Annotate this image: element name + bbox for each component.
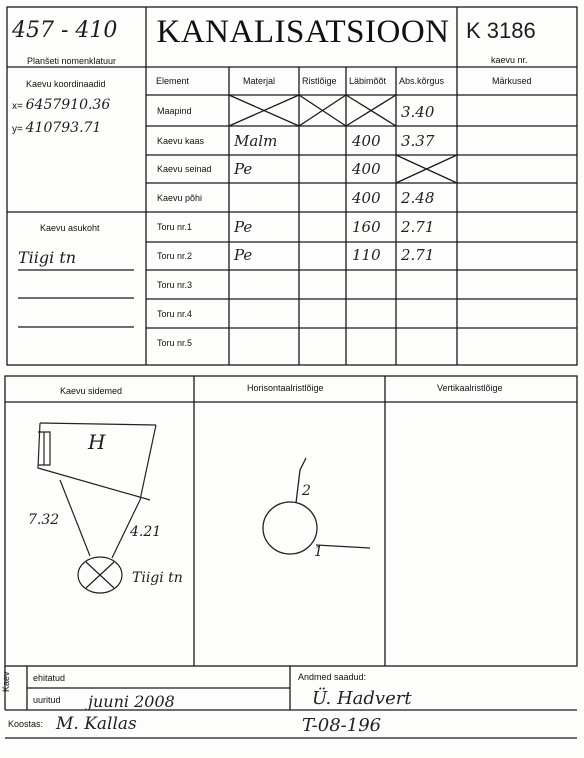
row-height: 3.40 [401, 103, 435, 121]
row-element: Kaevu kaas [157, 136, 205, 146]
row-diameter: 110 [352, 246, 381, 264]
street-label: Tiigi tn [132, 570, 183, 586]
location-value: Tiigi tn [18, 248, 77, 267]
row-element: Maapind [157, 106, 192, 116]
y-value: 410793.71 [25, 120, 102, 136]
x-prefix: x= [12, 101, 23, 112]
measured-label: uuritud [33, 695, 61, 705]
row-material: Pe [234, 160, 253, 178]
data-received-value: Ü. Hadvert [312, 688, 412, 709]
sheet-label: Planšeti nomenklatuur [27, 56, 117, 66]
row-element: Kaevu seinad [157, 164, 212, 174]
author-value: M. Kallas [56, 714, 137, 734]
x-coordinate [12, 97, 110, 113]
location-heading: Kaevu asukoht [40, 223, 100, 233]
coordinates-heading: Kaevu koordinaadid [26, 79, 106, 89]
row-material: Malm [234, 132, 278, 150]
y-prefix: y= [12, 124, 23, 135]
document-number: T-08-196 [302, 715, 382, 736]
well-side-label: Kaev [1, 671, 11, 692]
built-label: ehitatud [33, 673, 66, 683]
form-title: KANALISATSIOON [156, 14, 450, 50]
header-section: Ristlõige [302, 76, 337, 86]
row-element: Toru nr.3 [157, 280, 193, 290]
row-height: 2.71 [401, 246, 435, 264]
row-height: 3.37 [401, 132, 435, 150]
row-diameter: 400 [352, 132, 381, 150]
data-received-label: Andmed saadud: [298, 672, 367, 682]
row-element: Toru nr.4 [157, 309, 193, 319]
header-material: Materjal [243, 76, 276, 86]
measured-value: juuni 2008 [88, 692, 175, 711]
row-material: Pe [234, 246, 253, 264]
row-element: Kaevu põhi [157, 193, 203, 203]
pipe-2-label: 2 [302, 483, 311, 499]
y-coordinate [12, 120, 101, 136]
header-element: Element [156, 76, 190, 86]
well-id [466, 18, 536, 44]
header-diameter: Läbimõõt [349, 76, 387, 86]
sheet-number: 457 - 410 [12, 18, 118, 43]
row-element: Toru nr.1 [157, 222, 193, 232]
row-element: Toru nr.5 [157, 338, 193, 348]
row-height: 2.71 [401, 218, 435, 236]
connections-title: Kaevu sidemed [60, 386, 123, 396]
row-diameter: 400 [352, 160, 381, 178]
horizontal-section-sketch [263, 458, 370, 554]
header-height: Abs.kõrgus [399, 76, 445, 86]
header-notes: Märkused [492, 76, 532, 86]
distance-left: 7.32 [28, 512, 60, 528]
row-height: 2.48 [401, 189, 435, 207]
well-id-value: K 3186 [466, 18, 536, 43]
row-diameter: 400 [352, 189, 381, 207]
row-diameter: 160 [352, 218, 381, 236]
horizontal-title: Horisontaalristlõige [247, 383, 324, 393]
pipe-1-label: 1 [314, 544, 323, 560]
row-material: Pe [234, 218, 253, 236]
distance-right: 4.21 [130, 524, 162, 540]
vertical-title: Vertikaalristlõige [437, 383, 503, 393]
author-label: Koostas: [8, 719, 44, 729]
well-id-label: kaevu nr. [491, 55, 528, 65]
building-label: H [88, 430, 106, 454]
row-element: Toru nr.2 [157, 251, 193, 261]
x-value: 6457910.36 [25, 97, 111, 113]
